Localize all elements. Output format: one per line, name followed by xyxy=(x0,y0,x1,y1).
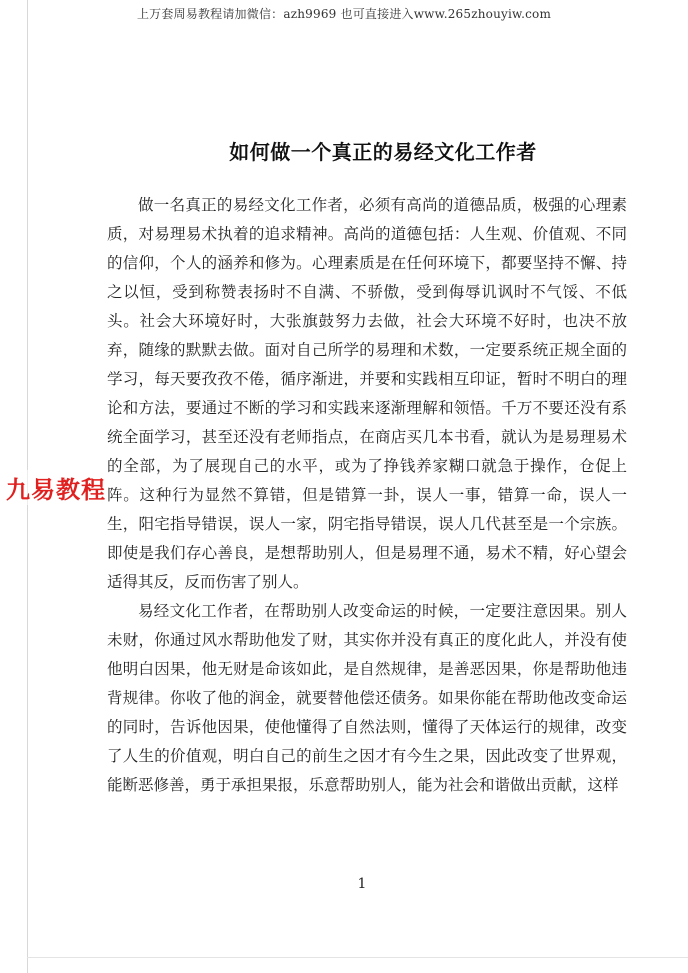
paragraph-1: 做一名真正的易经文化工作者，必须有高尚的道德品质，极强的心理素质，对易理易术执着的追求精神。高尚的道德包括：人生观、价值观、不同的信仰，个人的涵养和修为。心理素质是在任何环境下，都要坚持不懈、持之以恒，受到称赞表扬时不自满、不骄傲，受到侮辱讥讽时不气馁、不低头。社会大环境好时，大张旗鼓努力去做，社会大环境不好时，也决不放弃，随缘的默默去做。面对自己所学的易理和术数，一定要系统正规全面的学习，每天要孜孜不倦，循序渐进，并要和实践相互印证，暂时不明白的理论和方法，要通过不断的学习和实践来逐渐理解和领悟。千万不要还没有系统全面学习，甚至还没有老师指点，在商店买几本书看，就认为是易理易术的全部，为了展现自己的水平，或为了挣钱养家糊口就急于操作，仓促上阵。这种行为显然不算错，但是错算一卦，误人一事，错算一命，误人一生，阳宅指导错误，误人一家，阴宅指导错误，误人几代甚至是一个宗族。即使是我们存心善良，是想帮助别人，但是易理不通，易术不精，好心望会适得其反，反而伤害了别人。 xyxy=(107,196,627,591)
header-contact-note: 上万套周易教程请加微信：azh9969 也可直接进入www.265zhouyiw.com xyxy=(136,7,552,21)
page-number: 1 xyxy=(357,876,367,892)
document-body xyxy=(107,191,627,800)
page-title: 如何做一个真正的易经文化工作者 xyxy=(229,140,537,165)
page-bottom-border xyxy=(27,957,688,958)
watermark-logo: 九易教程 xyxy=(6,470,106,505)
paragraph-2: 易经文化工作者，在帮助别人改变命运的时候，一定要注意因果。别人未财，你通过风水帮助他发了财，其实你并没有真正的度化此人，并没有使他明白因果，他无财是命该如此，是自然规律，是善恶因果，你是帮助他违背规律。你收了他的润金，就要替他偿还债务。如果你能在帮助他改变命运的同时，告诉他因果，使他懂得了自然法则，懂得了天体运行的规律，改变了人生的价值观，明白自己的前生之因才有今生之果，因此改变了世界观，能断恶修善，勇于承担果报，乐意帮助别人，能为社会和谐做出贡献，这样 xyxy=(107,602,627,794)
